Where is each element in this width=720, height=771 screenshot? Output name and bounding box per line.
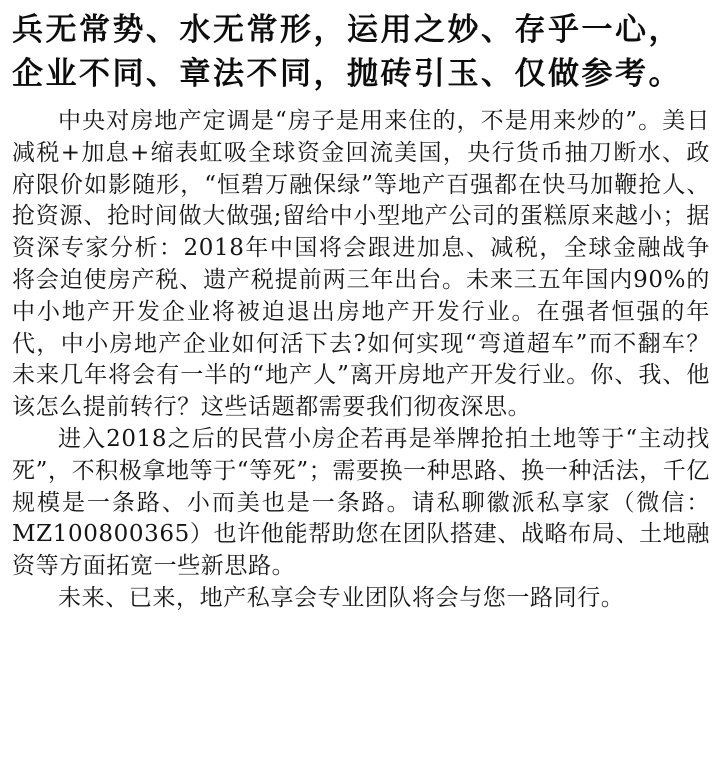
headline — [12, 8, 710, 96]
paragraph-2: 进入2018之后的民营小房企若再是举牌抢拍土地等于“主动找死”，不积极拿地等于“等死”；需要换一种思路、换一种活法，千亿规模是一条路、小而美也是一条路。请私聊徽派私享家（微信：MZ100800365）也许他能帮助您在团队搭建、战略布局、土地融资等方面拓宽一些新思路。 — [12, 425, 710, 580]
paragraph-3: 未来、已来，地产私享会专业团队将会与您一路同行。 — [58, 584, 625, 611]
headline-line-1: 兵无常势、水无常形，运用之妙、存乎一心， — [12, 12, 682, 48]
headline-line-2: 企业不同、章法不同，抛砖引玉、仅做参考。 — [12, 56, 682, 92]
paragraph-1: 中央对房地产定调是“房子是用来住的，不是用来炒的”。美日减税+加息+缩表虹吸全球资金回流美国，央行货币抽刀断水、政府限价如影随形，“恒碧万融保绿”等地产百强都在快马加鞭抢人、抢资源、抢时间做大做强;留给中小型地产公司的蛋糕原来越小；据资深专家分析：2018年中国将会跟进加息、减税，全球金融战争将会迫使房产税、遗产税提前两三年出台。未来三五年国内90%的中小地产开发企业将被迫退出房地产开发行业。在强者恒强的年代，中小房地产企业如何活下去?如何实现“弯道超车”而不翻车？未来几年将会有一半的“地产人”离开房地产开发行业。你、我、他该怎么提前转行？这些话题都需要我们彻夜深思。 — [12, 108, 710, 421]
